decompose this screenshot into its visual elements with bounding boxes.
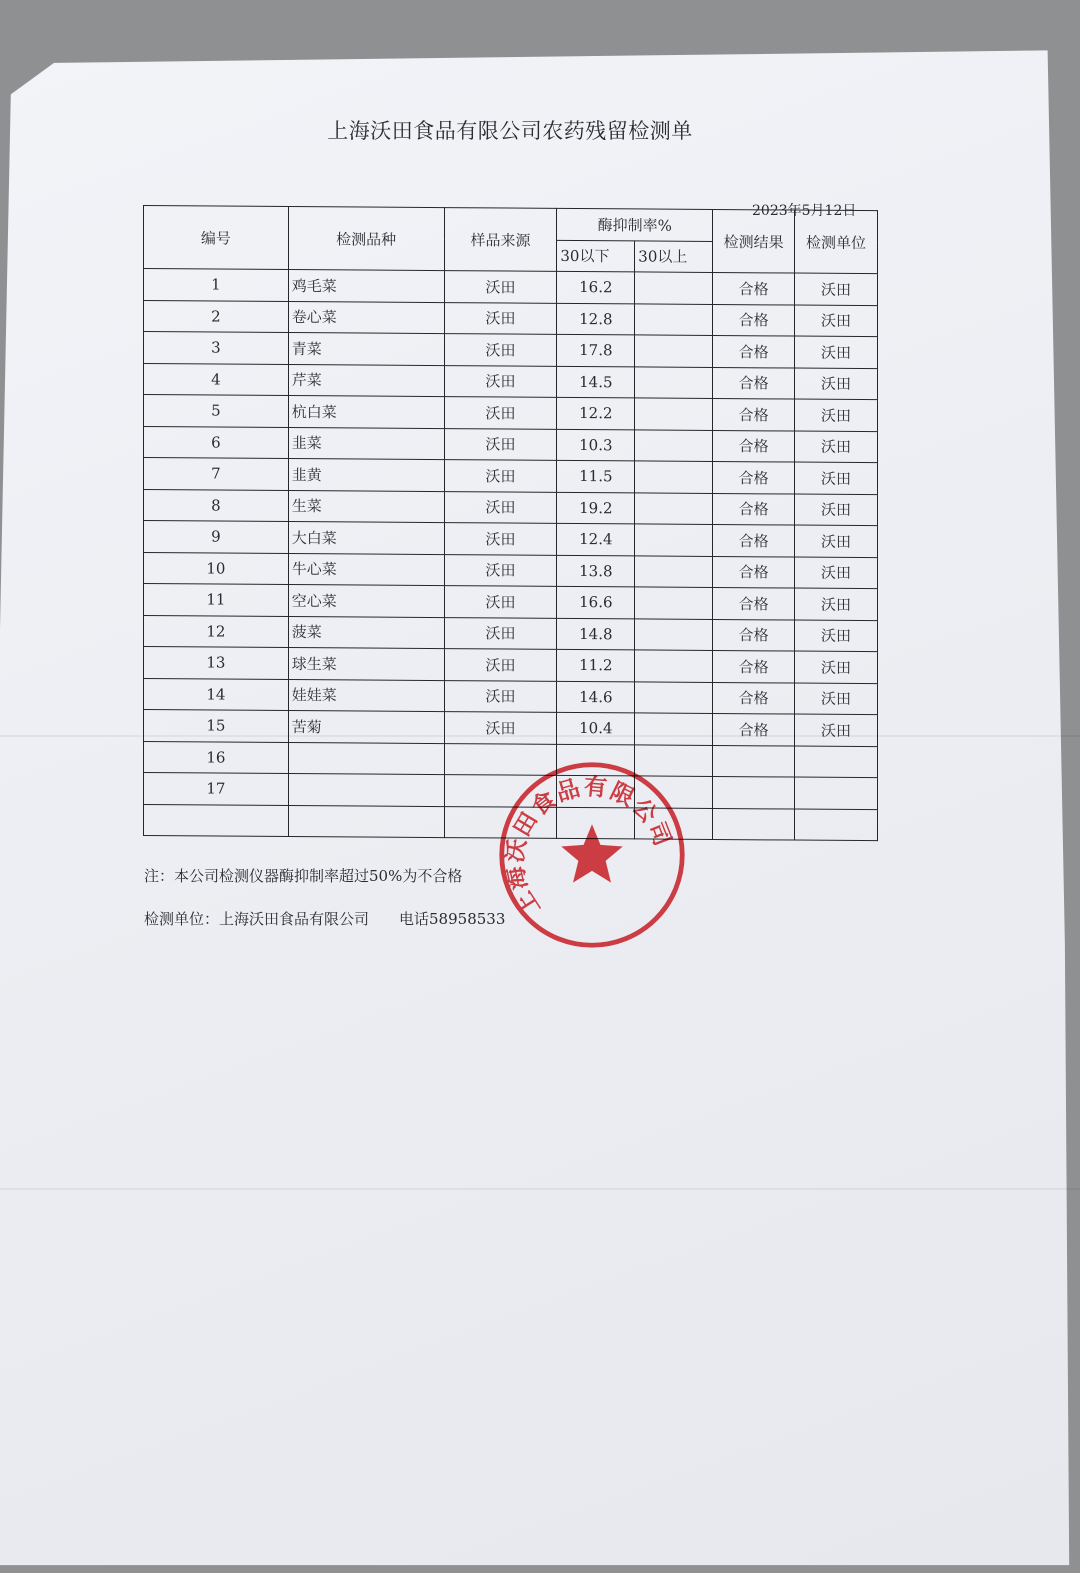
cell-variety: 韭菜 <box>288 427 444 460</box>
header-result: 检测结果 <box>713 209 795 273</box>
cell-rate-high <box>635 524 713 556</box>
cell-no: 16 <box>144 741 289 774</box>
cell-result: 合格 <box>713 304 795 336</box>
cell-no: 9 <box>144 521 289 554</box>
cell-variety: 青菜 <box>288 333 444 366</box>
cell-unit: 沃田 <box>795 557 878 589</box>
cell-variety: 菠菜 <box>288 616 444 649</box>
cell-rate-low: 12.4 <box>557 523 635 555</box>
cell-result: 合格 <box>713 619 795 651</box>
cell-no: 8 <box>144 489 289 522</box>
company-seal <box>496 759 688 951</box>
cell-rate-low: 14.5 <box>557 366 635 398</box>
cell-result: 合格 <box>713 587 795 619</box>
header-rate-low: 30以下 <box>557 240 635 272</box>
cell-unit: 沃田 <box>795 714 878 746</box>
cell-no: 12 <box>144 615 289 648</box>
cell-rate-high <box>635 650 713 682</box>
cell-variety: 大白菜 <box>288 522 444 555</box>
cell-result: 合格 <box>713 682 795 714</box>
cell-result: 合格 <box>713 430 795 462</box>
cell-source: 沃田 <box>444 586 557 618</box>
header-rate-high: 30以上 <box>635 240 713 272</box>
cell-result: 合格 <box>713 713 795 745</box>
cell-source: 沃田 <box>444 334 557 366</box>
table-row <box>144 584 878 621</box>
cell-result <box>713 776 795 808</box>
cell-source: 沃田 <box>444 460 557 492</box>
header-rate: 酶抑制率% <box>557 208 713 241</box>
cell-unit: 沃田 <box>795 620 878 652</box>
table-row <box>144 269 878 306</box>
cell-rate-high <box>635 335 713 367</box>
table-row <box>144 332 878 369</box>
header-no: 编号 <box>144 206 289 270</box>
table-row <box>144 489 878 526</box>
cell-rate-high <box>635 429 713 461</box>
cell-variety: 球生菜 <box>288 648 444 681</box>
cell-source: 沃田 <box>444 617 557 649</box>
cell-variety: 韭黄 <box>288 459 444 492</box>
cell-source: 沃田 <box>444 649 557 681</box>
cell-no: 5 <box>144 395 289 428</box>
cell-rate-low: 12.8 <box>557 303 635 335</box>
cell-unit: 沃田 <box>795 336 878 368</box>
cell-result: 合格 <box>713 650 795 682</box>
cell-rate-high <box>635 555 713 587</box>
cell-result: 合格 <box>713 461 795 493</box>
cell-no: 17 <box>144 773 289 806</box>
cell-no <box>144 804 289 837</box>
cell-source: 沃田 <box>444 523 557 555</box>
fold-crease <box>0 1188 1080 1190</box>
cell-unit <box>795 809 878 841</box>
cell-source: 沃田 <box>444 680 557 712</box>
cell-rate-low: 16.2 <box>557 271 635 303</box>
testing-unit-line <box>144 908 505 929</box>
cell-result: 合格 <box>713 272 795 304</box>
header-source: 样品来源 <box>444 208 557 272</box>
cell-variety: 卷心菜 <box>288 301 444 334</box>
cell-variety <box>288 774 444 807</box>
cell-variety: 苦菊 <box>288 711 444 744</box>
cell-unit: 沃田 <box>795 683 878 715</box>
cell-source: 沃田 <box>444 428 557 460</box>
header-unit: 检测单位 <box>795 210 878 274</box>
cell-result: 合格 <box>713 556 795 588</box>
cell-unit <box>795 777 878 809</box>
cell-source: 沃田 <box>444 491 557 523</box>
cell-rate-high <box>635 713 713 745</box>
cell-no: 4 <box>144 363 289 396</box>
table-row <box>144 363 878 400</box>
cell-result: 合格 <box>713 398 795 430</box>
table-row <box>144 710 878 747</box>
table-row <box>144 395 878 432</box>
cell-unit: 沃田 <box>795 305 878 337</box>
cell-unit <box>795 746 878 778</box>
cell-rate-low: 11.5 <box>557 460 635 492</box>
cell-unit: 沃田 <box>795 525 878 557</box>
cell-rate-low: 12.2 <box>557 397 635 429</box>
cell-no: 7 <box>144 458 289 491</box>
cell-no: 11 <box>144 584 289 617</box>
cell-unit: 沃田 <box>795 462 878 494</box>
cell-variety: 鸡毛菜 <box>288 270 444 303</box>
document-date: 2023年5月12日 <box>752 203 857 219</box>
cell-source: 沃田 <box>444 365 557 397</box>
cell-source: 沃田 <box>444 397 557 429</box>
cell-rate-high <box>635 492 713 524</box>
cell-rate-high <box>635 587 713 619</box>
cell-result: 合格 <box>713 367 795 399</box>
cell-variety: 空心菜 <box>288 585 444 618</box>
cell-unit: 沃田 <box>795 431 878 463</box>
cell-no: 14 <box>144 678 289 711</box>
cell-rate-high <box>635 303 713 335</box>
cell-rate-low: 10.3 <box>557 429 635 461</box>
table-row <box>144 615 878 652</box>
cell-rate-low: 17.8 <box>557 334 635 366</box>
table-row <box>144 647 878 684</box>
cell-rate-high <box>635 366 713 398</box>
cell-unit: 沃田 <box>795 651 878 683</box>
header-variety: 检测品种 <box>288 207 444 271</box>
cell-unit: 沃田 <box>795 588 878 620</box>
cell-rate-high <box>635 398 713 430</box>
cell-variety <box>288 805 444 838</box>
cell-result <box>713 745 795 777</box>
cell-rate-low: 19.2 <box>557 492 635 524</box>
cell-no: 13 <box>144 647 289 680</box>
seal-text: 上海沃田食品有限公司 <box>502 774 676 921</box>
cell-result: 合格 <box>713 524 795 556</box>
cell-no: 6 <box>144 426 289 459</box>
cell-rate-low: 10.4 <box>557 712 635 744</box>
cell-no: 15 <box>144 710 289 743</box>
star-icon <box>561 824 622 882</box>
cell-rate-high <box>635 461 713 493</box>
cell-source: 沃田 <box>444 712 557 744</box>
cell-variety: 芹菜 <box>288 364 444 397</box>
cell-variety: 杭白菜 <box>288 396 444 429</box>
cell-rate-low: 14.8 <box>557 618 635 650</box>
cell-source: 沃田 <box>444 271 557 303</box>
cell-rate-low: 13.8 <box>557 555 635 587</box>
phone-number: 电话58958533 <box>399 910 506 928</box>
cell-variety: 娃娃菜 <box>288 679 444 712</box>
footnote: 注：本公司检测仪器酶抑制率超过50%为不合格 <box>144 867 463 885</box>
cell-variety <box>288 742 444 775</box>
inspection-table <box>143 205 878 841</box>
cell-unit: 沃田 <box>795 494 878 526</box>
cell-no: 1 <box>144 269 289 302</box>
cell-rate-low: 11.2 <box>557 649 635 681</box>
cell-variety: 生菜 <box>288 490 444 523</box>
table-row <box>144 552 878 589</box>
cell-rate-high <box>635 272 713 304</box>
document-title: 上海沃田食品有限公司农药残留检测单 <box>327 119 693 143</box>
cell-result: 合格 <box>713 335 795 367</box>
table-row <box>144 300 878 337</box>
cell-rate-high <box>635 618 713 650</box>
cell-unit: 沃田 <box>795 399 878 431</box>
cell-rate-low: 14.6 <box>557 681 635 713</box>
cell-unit: 沃田 <box>795 368 878 400</box>
cell-rate-low: 16.6 <box>557 586 635 618</box>
table-row <box>144 458 878 495</box>
cell-unit: 沃田 <box>795 273 878 305</box>
cell-variety: 牛心菜 <box>288 553 444 586</box>
cell-result <box>713 808 795 840</box>
cell-no: 3 <box>144 332 289 365</box>
cell-rate-high <box>635 681 713 713</box>
table-row <box>144 426 878 463</box>
cell-result: 合格 <box>713 493 795 525</box>
table-row <box>144 521 878 558</box>
cell-source: 沃田 <box>444 302 557 334</box>
cell-no: 10 <box>144 552 289 585</box>
cell-no: 2 <box>144 300 289 333</box>
table-row <box>144 678 878 715</box>
testing-unit: 检测单位：上海沃田食品有限公司 <box>144 910 370 928</box>
table-header-row <box>144 206 878 243</box>
cell-source: 沃田 <box>444 554 557 586</box>
